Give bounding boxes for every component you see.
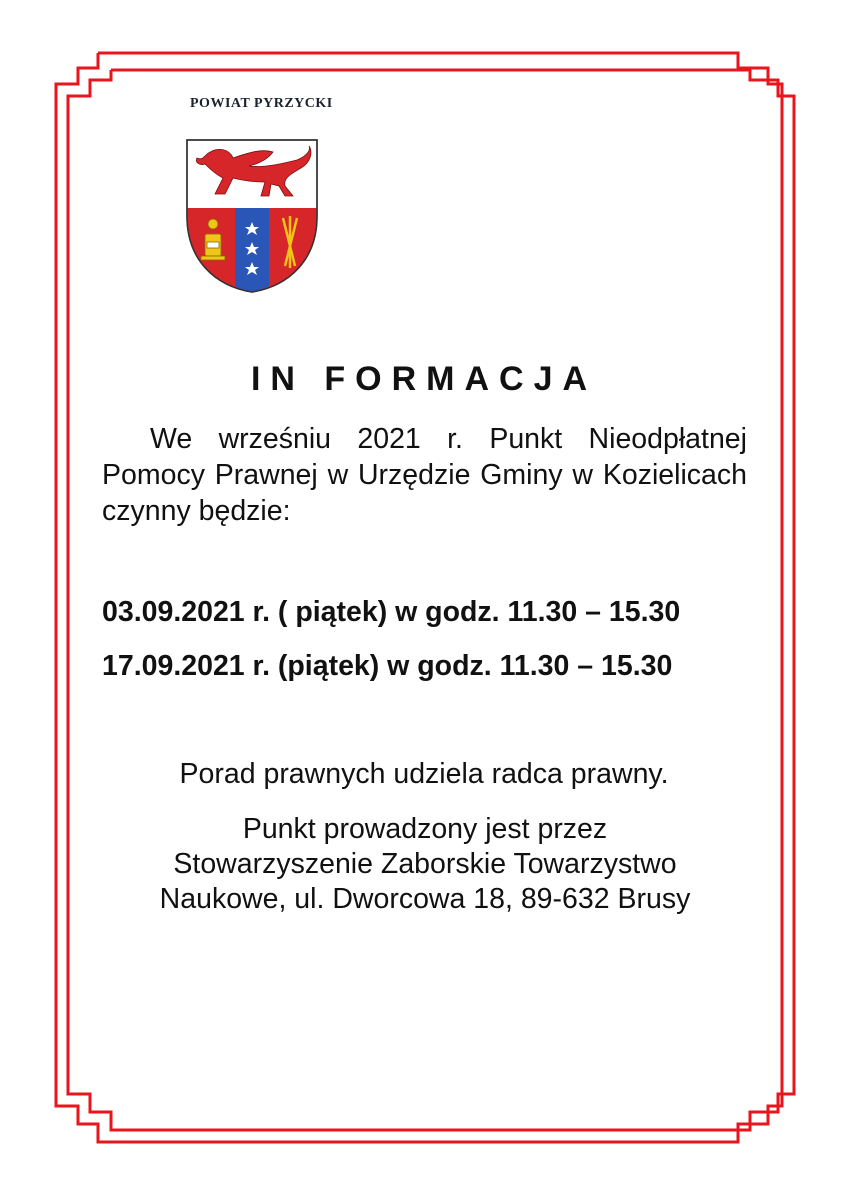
brand-name: POWIAT PYRZYCKI — [190, 96, 333, 111]
date-line-1: 03.09.2021 r. ( piątek) w godz. 11.30 – 15.30 — [102, 596, 681, 628]
powiat-pyrzycki-coat-of-arms-icon — [185, 138, 319, 294]
advice-note: Porad prawnych udziela radca prawny. — [179, 758, 669, 790]
organizer-line-1: Punkt prowadzony jest przez — [242, 813, 608, 845]
date-line-2: 17.09.2021 r. (piątek) w godz. 11.30 – 15.30 — [102, 650, 673, 682]
organizer-line-3: Naukowe, ul. Dworcowa 18, 89-632 Brusy — [159, 883, 691, 915]
document-title: IN FORMACJA — [250, 360, 598, 398]
organizer-line-2: Stowarzyszenie Zaborskie Towarzystwo — [173, 848, 677, 880]
organizer-info — [110, 812, 740, 917]
intro-paragraph: We wrześniu 2021 r. Punkt Nieodpłatnej Pomocy Prawnej w Urzędzie Gminy w Kozielicach czynny będzie: — [102, 423, 747, 527]
